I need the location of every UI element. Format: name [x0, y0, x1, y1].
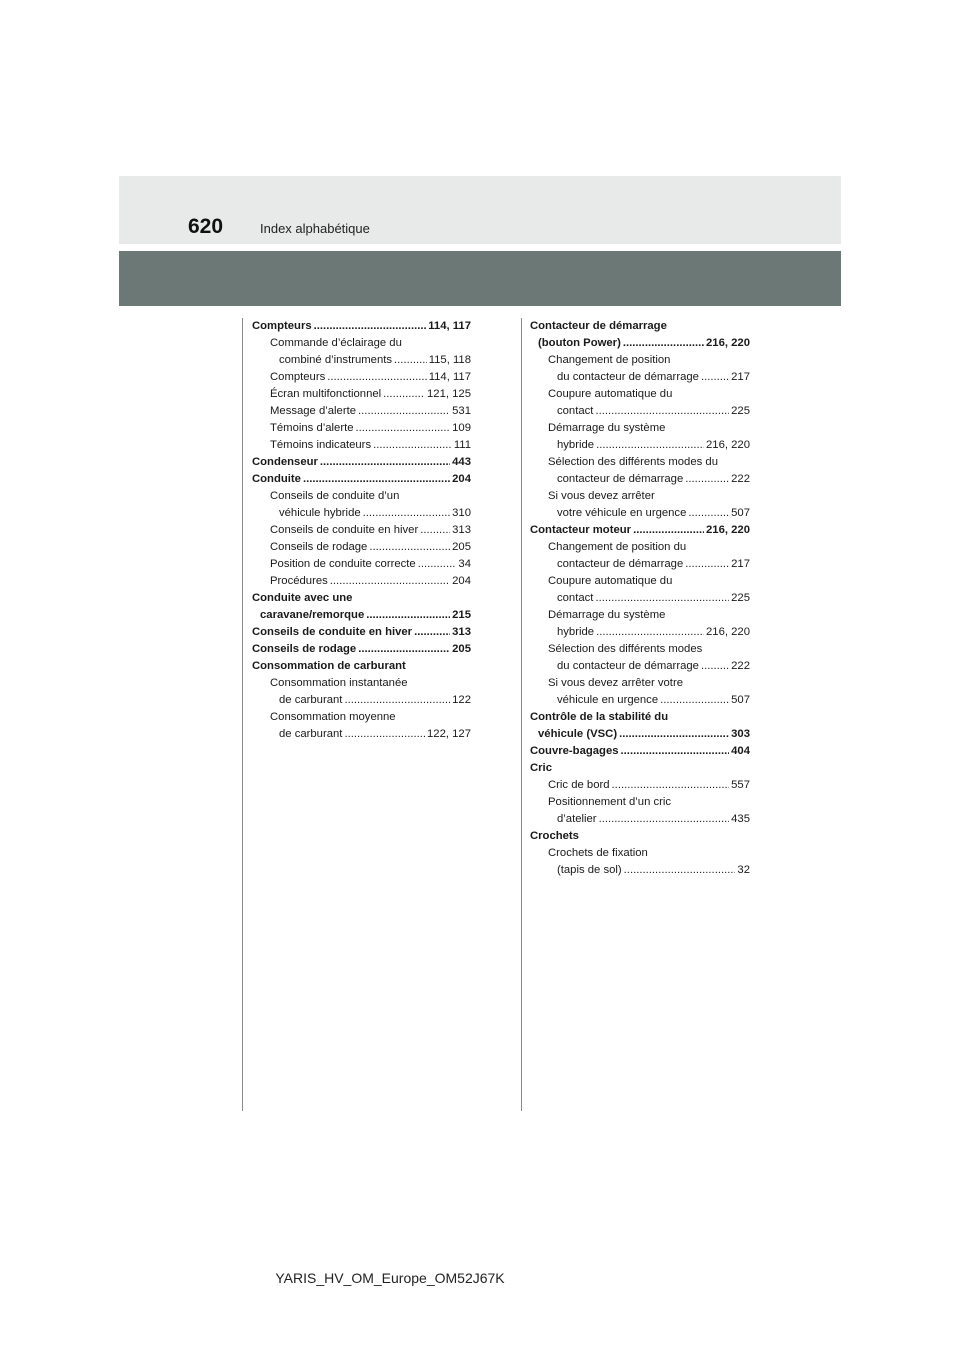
entry-pages: 557: [731, 779, 750, 791]
leader-dots: [356, 420, 451, 437]
leader-dots: [688, 505, 729, 522]
leader-dots: [383, 386, 425, 403]
index-entry-sub: [252, 522, 471, 539]
index-entry-sub: [530, 386, 750, 403]
entry-term: combiné d’instruments: [279, 354, 393, 366]
entry-pages: 225: [731, 592, 750, 604]
index-entry-sub: [252, 573, 471, 590]
index-entry-sub: [530, 556, 750, 573]
index-entry-sub: [530, 658, 750, 675]
entry-term: Message d’alerte: [270, 405, 357, 417]
leader-dots: [595, 590, 729, 607]
entry-pages: 216, 220: [706, 439, 750, 451]
entry-pages: 222: [731, 660, 750, 672]
entry-pages: 32: [737, 864, 750, 876]
entry-term: Contrôle de la stabilité du: [530, 711, 669, 723]
index-entry-sub: [530, 675, 750, 692]
leader-dots: [327, 369, 426, 386]
entry-pages: 115, 118: [428, 354, 471, 366]
index-entry-main: [252, 641, 471, 658]
index-entry-sub: [530, 471, 750, 488]
leader-dots: [394, 352, 427, 369]
entry-pages: 313: [452, 524, 471, 536]
entry-term: contact: [557, 592, 594, 604]
index-entry-sub: [530, 403, 750, 420]
index-entry-sub: [530, 539, 750, 556]
leader-dots: [363, 505, 451, 522]
index-entry-sub: [252, 369, 471, 386]
leader-dots: [320, 454, 450, 471]
entry-term: Coupure automatique du: [548, 388, 673, 400]
leader-dots: [358, 641, 450, 658]
index-entry-sub: [252, 675, 471, 692]
entry-pages: 217: [731, 558, 750, 570]
entry-term: Sélection des différents modes du: [548, 456, 718, 468]
entry-term: Si vous devez arrêter: [548, 490, 655, 502]
index-entry-sub: [530, 437, 750, 454]
leader-dots: [420, 522, 450, 539]
entry-term: Conseils de rodage: [252, 643, 357, 655]
entry-pages: 216, 220: [706, 626, 750, 638]
entry-term: Consommation de carburant: [252, 660, 406, 672]
entry-term: Couvre-bagages: [530, 745, 619, 757]
index-entry-sub: [530, 845, 750, 862]
entry-term: contacteur de démarrage: [557, 558, 684, 570]
index-entry-main: [530, 335, 750, 352]
entry-term: (tapis de sol): [557, 864, 622, 876]
entry-pages: 204: [452, 473, 471, 485]
entry-term: Contacteur moteur: [530, 524, 632, 536]
leader-dots: [599, 811, 730, 828]
index-entry-sub: [252, 437, 471, 454]
entry-pages: 531: [452, 405, 471, 417]
index-entry-sub: [530, 352, 750, 369]
leader-dots: [303, 471, 450, 488]
index-entry-main: [530, 828, 750, 845]
entry-term: Témoins indicateurs: [270, 439, 372, 451]
entry-pages: 303: [731, 728, 750, 740]
entry-pages: 404: [731, 745, 750, 757]
leader-dots: [619, 726, 729, 743]
entry-term: Commande d’éclairage du: [270, 337, 402, 349]
leader-dots: [701, 658, 729, 675]
index-entry-main: [530, 709, 750, 726]
index-entry-sub: [530, 777, 750, 794]
index-entry-sub: [530, 488, 750, 505]
entry-term: du contacteur de démarrage: [557, 371, 699, 383]
index-entry-sub: [530, 590, 750, 607]
entry-term: contacteur de démarrage: [557, 473, 684, 485]
index-entry-sub: [530, 607, 750, 624]
entry-term: Si vous devez arrêter votre: [548, 677, 683, 689]
entry-pages: 435: [731, 813, 750, 825]
entry-pages: 215: [452, 609, 471, 621]
index-entry-main: [252, 607, 471, 624]
entry-pages: 507: [731, 694, 750, 706]
index-entry-sub: [252, 488, 471, 505]
left-column-rule: [242, 318, 243, 1111]
leader-dots: [373, 437, 452, 454]
entry-pages: 507: [731, 507, 750, 519]
entry-term: Compteurs: [270, 371, 326, 383]
entry-term: du contacteur de démarrage: [557, 660, 699, 672]
index-entry-main: [252, 318, 471, 335]
entry-term: de carburant: [279, 728, 343, 740]
entry-pages: 216, 220: [706, 524, 750, 536]
index-entry-main: [530, 726, 750, 743]
index-column-left: [252, 318, 471, 743]
entry-pages: 204: [452, 575, 471, 587]
leader-dots: [369, 539, 450, 556]
entry-term: de carburant: [279, 694, 343, 706]
entry-term: Conduite avec une: [252, 592, 353, 604]
index-entry-sub: [530, 505, 750, 522]
entry-term: Changement de position: [548, 354, 671, 366]
entry-term: (bouton Power): [538, 337, 621, 349]
entry-pages: 217: [731, 371, 750, 383]
entry-term: Changement de position du: [548, 541, 687, 553]
index-entry-sub: [252, 352, 471, 369]
entry-term: Démarrage du système: [548, 609, 666, 621]
right-column-rule: [521, 318, 522, 1111]
entry-term: Consommation instantanée: [270, 677, 408, 689]
leader-dots: [344, 726, 425, 743]
leader-dots: [660, 692, 729, 709]
index-entry-sub: [252, 403, 471, 420]
index-column-right: [530, 318, 750, 879]
section-banner: [119, 251, 841, 306]
entry-term: véhicule (VSC): [538, 728, 618, 740]
entry-pages: 205: [452, 643, 471, 655]
index-entry-sub: [252, 709, 471, 726]
index-entry-main: [530, 760, 750, 777]
index-entry-main: [530, 318, 750, 335]
entry-term: d’atelier: [557, 813, 597, 825]
index-entry-main: [252, 590, 471, 607]
index-entry-sub: [530, 420, 750, 437]
entry-term: hybride: [557, 626, 595, 638]
leader-dots: [596, 437, 704, 454]
leader-dots: [685, 556, 729, 573]
index-entry-main: [530, 743, 750, 760]
entry-pages: 114, 117: [428, 320, 471, 332]
entry-term: Compteurs: [252, 320, 312, 332]
entry-term: Sélection des différents modes: [548, 643, 703, 655]
entry-term: Condenseur: [252, 456, 318, 468]
index-entry-sub: [252, 420, 471, 437]
entry-pages: 216, 220: [706, 337, 750, 349]
entry-term: Crochets: [530, 830, 579, 842]
leader-dots: [330, 573, 450, 590]
index-entry-main: [252, 624, 471, 641]
entry-term: Position de conduite correcte: [270, 558, 416, 570]
leader-dots: [621, 743, 730, 760]
index-entry-sub: [530, 811, 750, 828]
entry-term: hybride: [557, 439, 595, 451]
entry-term: Conseils de rodage: [270, 541, 368, 553]
entry-pages: 222: [731, 473, 750, 485]
index-entry-sub: [530, 624, 750, 641]
header-band: [119, 176, 841, 244]
entry-term: Témoins d’alerte: [270, 422, 354, 434]
index-entry-sub: [252, 692, 471, 709]
entry-term: Crochets de fixation: [548, 847, 648, 859]
entry-pages: 121, 125: [427, 388, 471, 400]
entry-term: véhicule hybride: [279, 507, 361, 519]
entry-term: véhicule en urgence: [557, 694, 659, 706]
entry-pages: 225: [731, 405, 750, 417]
index-entry-sub: [530, 573, 750, 590]
leader-dots: [623, 335, 704, 352]
leader-dots: [366, 607, 450, 624]
entry-pages: 313: [452, 626, 471, 638]
index-entry-sub: [530, 641, 750, 658]
entry-term: Conseils de conduite en hiver: [270, 524, 419, 536]
leader-dots: [624, 862, 736, 879]
index-entry-sub: [252, 726, 471, 743]
index-entry-sub: [530, 454, 750, 471]
entry-term: Coupure automatique du: [548, 575, 673, 587]
index-entry-sub: [252, 539, 471, 556]
entry-term: Démarrage du système: [548, 422, 666, 434]
entry-term: Contacteur de démarrage: [530, 320, 667, 332]
leader-dots: [418, 556, 457, 573]
entry-pages: 122, 127: [427, 728, 471, 740]
leader-dots: [612, 777, 730, 794]
leader-dots: [595, 403, 729, 420]
entry-pages: 310: [452, 507, 471, 519]
entry-term: Consommation moyenne: [270, 711, 396, 723]
entry-term: contact: [557, 405, 594, 417]
leader-dots: [701, 369, 729, 386]
leader-dots: [596, 624, 704, 641]
entry-term: Conduite: [252, 473, 301, 485]
footer-code: YARIS_HV_OM_Europe_OM52J67K: [275, 1270, 505, 1286]
entry-term: Cric: [530, 762, 552, 774]
index-entry-main: [252, 454, 471, 471]
index-entry-sub: [252, 505, 471, 522]
leader-dots: [685, 471, 729, 488]
leader-dots: [358, 403, 450, 420]
index-entry-sub: [252, 386, 471, 403]
entry-term: votre véhicule en urgence: [557, 507, 687, 519]
index-entry-main: [530, 522, 750, 539]
entry-term: Conseils de conduite d’un: [270, 490, 400, 502]
index-entry-sub: [530, 369, 750, 386]
entry-pages: 443: [452, 456, 471, 468]
entry-term: Écran multifonctionnel: [270, 388, 382, 400]
index-entry-sub: [252, 556, 471, 573]
entry-term: Cric de bord: [548, 779, 610, 791]
entry-pages: 122: [452, 694, 471, 706]
entry-term: Conseils de conduite en hiver: [252, 626, 413, 638]
section-title: Index alphabétique: [260, 221, 370, 236]
leader-dots: [414, 624, 450, 641]
entry-pages: 111: [453, 439, 471, 451]
leader-dots: [314, 318, 427, 335]
page-number: 620: [188, 215, 224, 238]
entry-term: Positionnement d’un cric: [548, 796, 672, 808]
index-entry-sub: [252, 335, 471, 352]
index-entry-sub: [530, 692, 750, 709]
entry-pages: 114, 117: [428, 371, 471, 383]
index-entry-main: [252, 658, 471, 675]
entry-pages: 34: [458, 558, 471, 570]
entry-pages: 205: [452, 541, 471, 553]
index-entry-sub: [530, 794, 750, 811]
entry-term: Procédures: [270, 575, 328, 587]
leader-dots: [344, 692, 450, 709]
index-entry-sub: [530, 862, 750, 879]
entry-term: caravane/remorque: [260, 609, 365, 621]
document-footer: [0, 1270, 960, 1286]
leader-dots: [633, 522, 704, 539]
index-entry-main: [252, 471, 471, 488]
entry-pages: 109: [452, 422, 471, 434]
